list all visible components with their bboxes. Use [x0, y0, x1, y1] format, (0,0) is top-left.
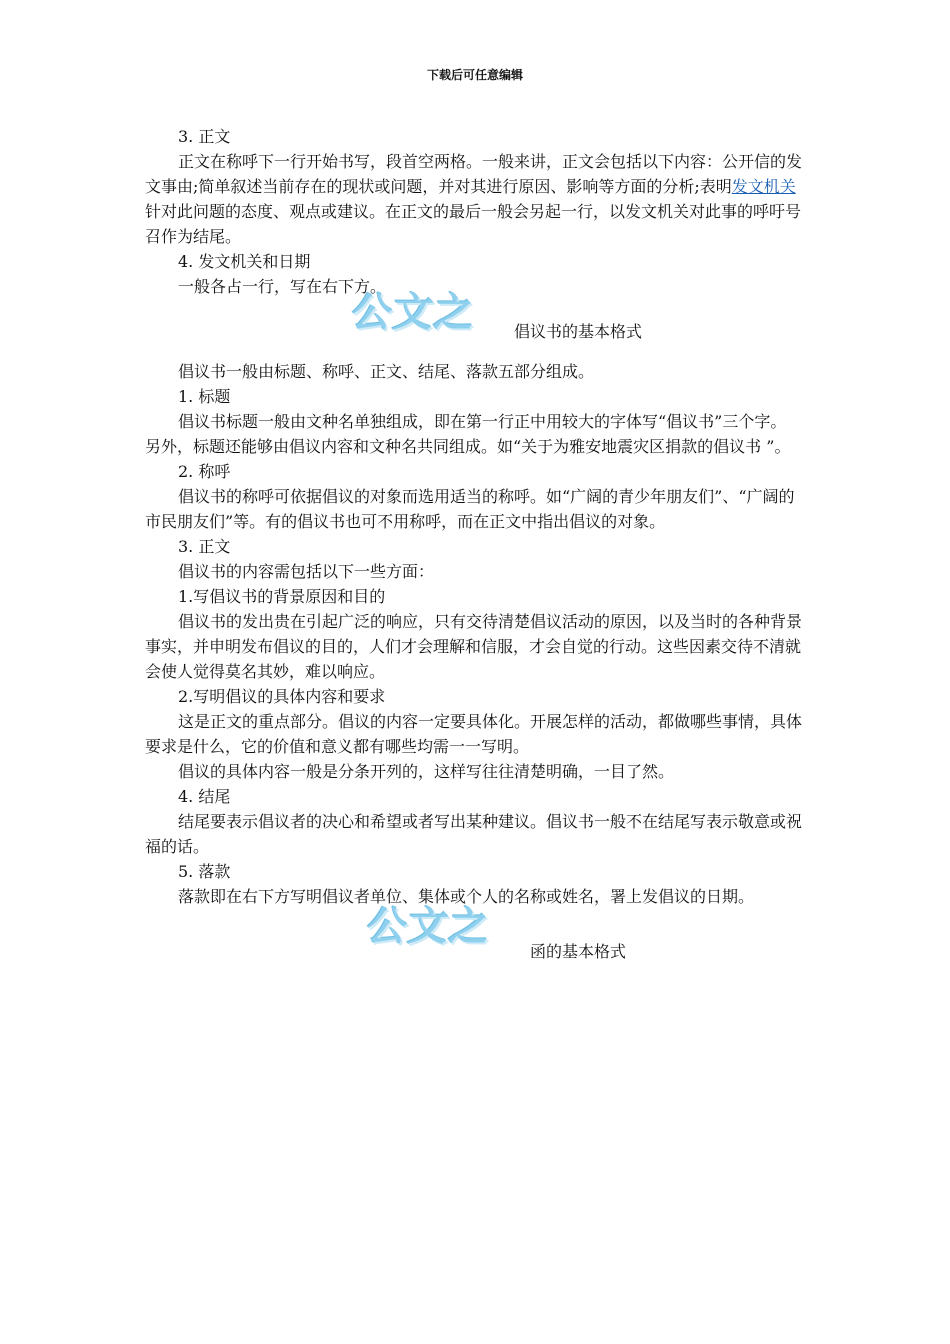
section-heading: 4. 结尾	[178, 787, 231, 806]
section-heading: 2. 称呼	[178, 462, 231, 481]
paragraph: 结尾要表示倡议者的决心和希望或者写出某种建议。倡议书一般不在结尾写表示敬意或祝福的话。	[145, 812, 803, 856]
paragraph: 落款即在右下方写明倡议者单位、集体或个人的名称或姓名，署上发倡议的日期。	[178, 887, 755, 906]
paragraph	[145, 149, 805, 249]
page-header: 下载后可任意编辑	[426, 68, 523, 82]
section-heading: 4. 发文机关和日期	[178, 252, 311, 271]
subsection-heading: 1.写倡议书的背景原因和目的	[178, 587, 386, 606]
section-heading: 5. 落款	[178, 862, 231, 881]
paragraph: 倡议书的称呼可依据倡议的对象而选用适当的称呼。如“广阔的青少年朋友们”、“广阔的市民朋友们”等。有的倡议书也可不用称呼，而在正文中指出倡议的对象。	[145, 487, 795, 531]
section-heading: 3. 正文	[178, 127, 231, 146]
section-banner	[145, 904, 805, 969]
subsection-heading: 2.写明倡议的具体内容和要求	[178, 687, 386, 706]
paragraph: 倡议书的内容需包括以下一些方面：	[178, 562, 435, 581]
section-title: 倡议书的基本格式	[514, 322, 643, 341]
section-banner	[145, 290, 805, 355]
hyperlink-fawen-jiguan[interactable]: 发文机关	[731, 177, 796, 196]
document-body	[145, 124, 811, 969]
paragraph-text: 针对此问题的态度、观点或建议。在正文的最后一般会另起一行，以发文机关对此事的呼吁号召作为结尾。	[145, 202, 802, 246]
paragraph: 倡议书标题一般由文种名单独组成，即在第一行正中用较大的字体写“倡议书”三个字。 另外，标题还能够由倡议内容和文种名共同组成。如“关于为雅安地震灾区捐款的倡议书 ”。	[145, 412, 811, 456]
paragraph: 倡议书的发出贵在引起广泛的响应，只有交待清楚倡议活动的原因，以及当时的各种背景事实，并申明发布倡议的目的，人们才会理解和信服，才会自觉的行动。这些因素交待不清就会使人觉得莫名其妙，难以响应。	[145, 612, 803, 681]
gongwen-logo-image: 公文之	[364, 904, 493, 950]
section-heading: 1. 标题	[178, 387, 231, 406]
paragraph: 这是正文的重点部分。倡议的内容一定要具体化。开展怎样的活动，都做哪些事情，具体要求是什么，它的价值和意义都有哪些均需一一写明。	[145, 712, 803, 756]
paragraph: 一般各占一行，写在右下方。	[178, 277, 387, 296]
section-heading: 3. 正文	[178, 537, 231, 556]
paragraph: 倡议的具体内容一般是分条开列的，这样写往往清楚明确，一目了然。	[178, 762, 675, 781]
gongwen-logo-image: 公文之	[349, 290, 478, 336]
section-title: 函的基本格式	[530, 942, 627, 961]
paragraph-text: 正文在称呼下一行开始书写，段首空两格。一般来讲，正文会包括以下内容：公开信的发文事由;简单叙述当前存在的现状或问题，并对其进行原因、影响等方面的分析;表明	[145, 152, 803, 196]
paragraph: 倡议书一般由标题、称呼、正文、结尾、落款五部分组成。	[178, 362, 595, 381]
